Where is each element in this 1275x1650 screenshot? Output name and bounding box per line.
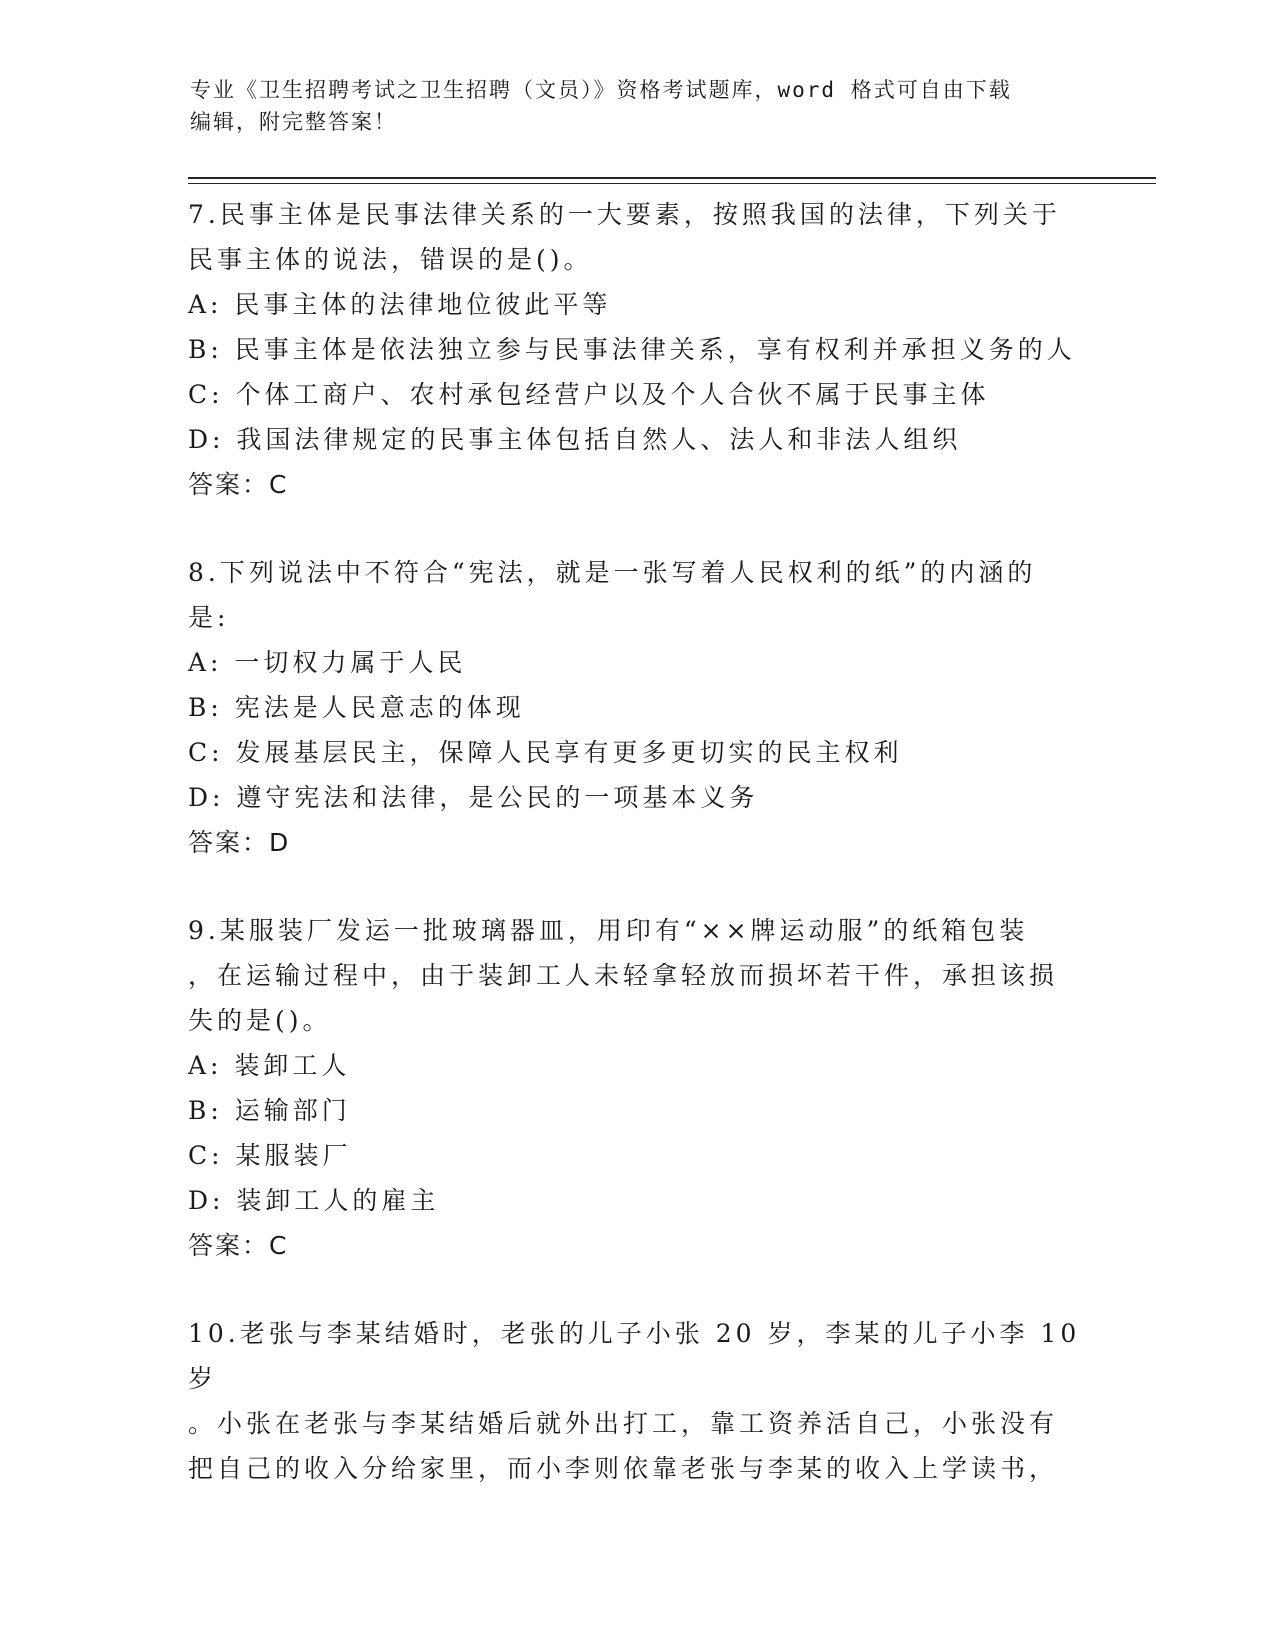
answer: 答案：C bbox=[188, 1231, 289, 1260]
option-b: B: 民事主体是依法独立参与民事法律关系，享有权利并承担义务的人 bbox=[188, 335, 1076, 364]
option-c: C: 个体工商户、农村承包经营户以及个人合伙不属于民事主体 bbox=[188, 380, 990, 409]
question-line: 民事主体的说法，错误的是()。 bbox=[188, 245, 593, 274]
question-text bbox=[188, 908, 1088, 1043]
option-c: C: 某服装厂 bbox=[188, 1141, 352, 1170]
question-line: 9.某服装厂发运一批玻璃器皿，用印有“××牌运动服”的纸箱包装 bbox=[188, 916, 1029, 945]
option-a: A: 一切权力属于人民 bbox=[188, 648, 467, 677]
header-divider-thick bbox=[188, 177, 1156, 179]
question-line: 是: bbox=[188, 603, 230, 632]
option-d: D: 遵守宪法和法律，是公民的一项基本义务 bbox=[188, 783, 759, 812]
option-d: D: 我国法律规定的民事主体包括自然人、法人和非法人组织 bbox=[188, 425, 962, 454]
answer: 答案：D bbox=[188, 828, 291, 857]
option-b: B: 运输部门 bbox=[188, 1096, 351, 1125]
option-a: A: 装卸工人 bbox=[188, 1051, 351, 1080]
question-8 bbox=[188, 550, 1088, 866]
question-text bbox=[188, 1311, 1088, 1491]
question-10 bbox=[188, 1311, 1088, 1491]
header-divider-thin bbox=[188, 183, 1156, 184]
option-a: A: 民事主体的法律地位彼此平等 bbox=[188, 290, 612, 319]
question-text bbox=[188, 550, 1088, 640]
header-line-1: 专业《卫生招聘考试之卫生招聘（文员）》资格考试题库，word 格式可自由下载 bbox=[190, 78, 1012, 102]
question-line: 7.民事主体是民事法律关系的一大要素，按照我国的法律，下列关于 bbox=[188, 200, 1061, 229]
question-text bbox=[188, 192, 1088, 282]
answer: 答案：C bbox=[188, 470, 289, 499]
question-list bbox=[188, 192, 1088, 1533]
header-line-2: 编辑，附完整答案！ bbox=[190, 110, 397, 134]
question-line: 把自己的收入分给家里，而小李则依靠老张与李某的收入上学读书， bbox=[188, 1454, 1059, 1483]
document-header bbox=[190, 74, 1090, 138]
option-b: B: 宪法是人民意志的体现 bbox=[188, 693, 525, 722]
question-7 bbox=[188, 192, 1088, 508]
question-line: 。小张在老张与李某结婚后就外出打工，靠工资养活自己，小张没有 bbox=[188, 1409, 1059, 1438]
question-line: ，在运输过程中，由于装卸工人未轻拿轻放而损坏若干件，承担该损 bbox=[188, 961, 1059, 990]
option-c: C: 发展基层民主，保障人民享有更多更切实的民主权利 bbox=[188, 738, 903, 767]
option-d: D: 装卸工人的雇主 bbox=[188, 1186, 440, 1215]
question-line: 10.老张与李某结婚时，老张的儿子小张 20 岁，李某的儿子小李 10 岁 bbox=[188, 1319, 1081, 1393]
question-line: 失的是()。 bbox=[188, 1006, 332, 1035]
question-line: 8.下列说法中不符合“宪法，就是一张写着人民权利的纸”的内涵的 bbox=[188, 558, 1037, 587]
question-9 bbox=[188, 908, 1088, 1269]
